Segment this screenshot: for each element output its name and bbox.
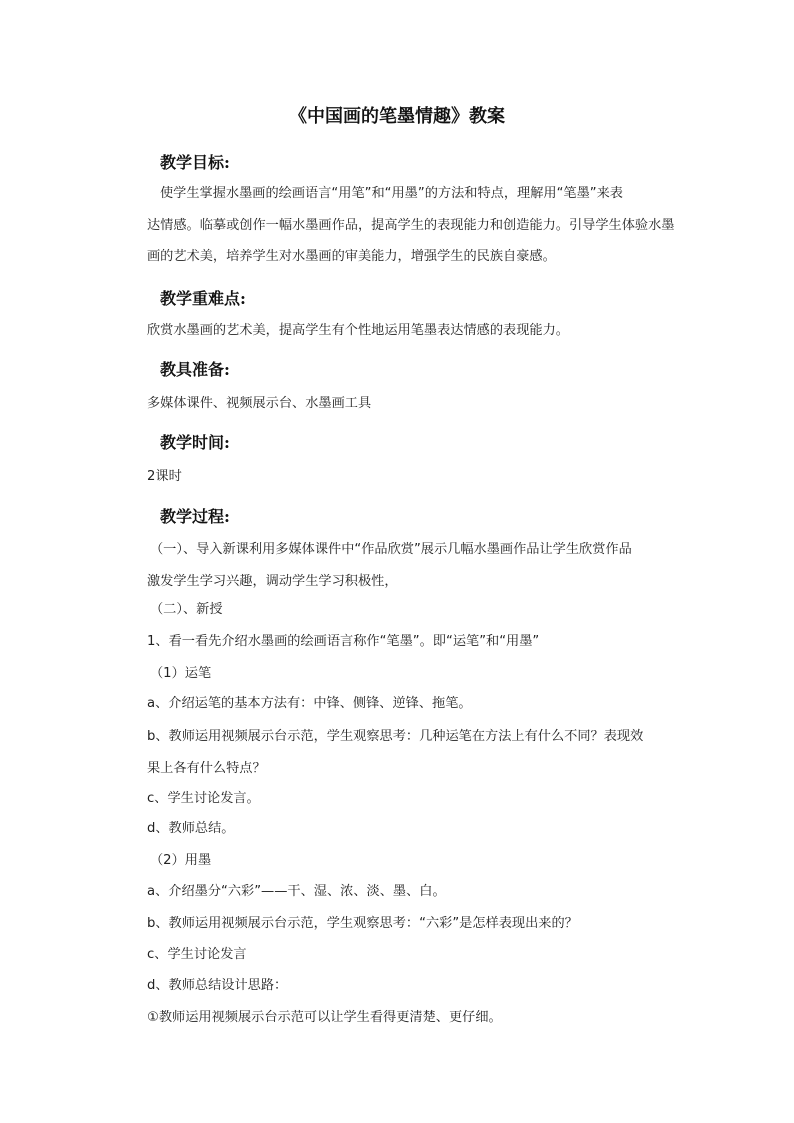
process-p14: ①教师运用视频展示台示范可以让学生看得更清楚、更仔细。 [147, 1010, 502, 1025]
process-p8: d、教师总结。 [147, 821, 235, 836]
objectives-line-3: 画的艺术美，培养学生对水墨画的审美能力，增强学生的民族自豪感。 [147, 249, 556, 264]
process-p9: （2）用墨 [150, 853, 212, 868]
process-p2: （二）、新授 [150, 602, 223, 617]
process-p4: （1）运笔 [150, 666, 212, 681]
process-p7: c、学生讨论发言。 [147, 791, 260, 806]
objectives-heading: 教学目标: [160, 153, 230, 172]
document-title: 《中国画的笔墨情趣》教案 [289, 106, 505, 127]
process-p10: a、介绍墨分“六彩”——干、湿、浓、淡、墨、白。 [147, 884, 446, 899]
process-p11: b、教师运用视频展示台示范，学生观察思考：“六彩”是怎样表现出来的？ [147, 916, 578, 931]
process-p12: c、学生讨论发言 [147, 947, 247, 962]
process-p6-line-1: b、教师运用视频展示台示范，学生观察思考：几种运笔在方法上有什么不同？表现效 [147, 729, 644, 744]
time-text: 2课时 [147, 469, 182, 484]
process-heading: 教学过程: [160, 507, 230, 526]
tools-heading: 教具准备: [160, 360, 230, 379]
objectives-line-1: 使学生掌握水墨画的绘画语言“用笔”和“用墨”的方法和特点，理解用“笔墨”来表 [160, 186, 623, 201]
process-p1-line-1: （一）、导入新课利用多媒体课件中“作品欣赏”展示几幅水墨画作品让学生欣赏作品 [150, 542, 632, 557]
difficulty-heading: 教学重难点: [160, 289, 246, 308]
process-p6-line-2: 果上各有什么特点？ [147, 761, 266, 776]
time-heading: 教学时间: [160, 433, 230, 452]
process-p13: d、教师总结设计思路： [147, 978, 288, 993]
objectives-line-2: 达情感。临摹或创作一幅水墨画作品，提高学生的表现能力和创造能力。引导学生体验水墨 [147, 218, 675, 233]
process-p3: 1、看一看先介绍水墨画的绘画语言称作“笔墨”。即“运笔”和“用墨” [147, 634, 540, 649]
difficulty-text: 欣赏水墨画的艺术美，提高学生有个性地运用笔墨表达情感的表现能力。 [147, 323, 569, 338]
tools-text: 多媒体课件、视频展示台、水墨画工具 [147, 396, 372, 411]
process-p5: a、介绍运笔的基本方法有：中锋、侧锋、逆锋、拖笔。 [147, 696, 472, 711]
process-p1-line-2: 激发学生学习兴趣，调动学生学习积极性， [147, 574, 398, 589]
